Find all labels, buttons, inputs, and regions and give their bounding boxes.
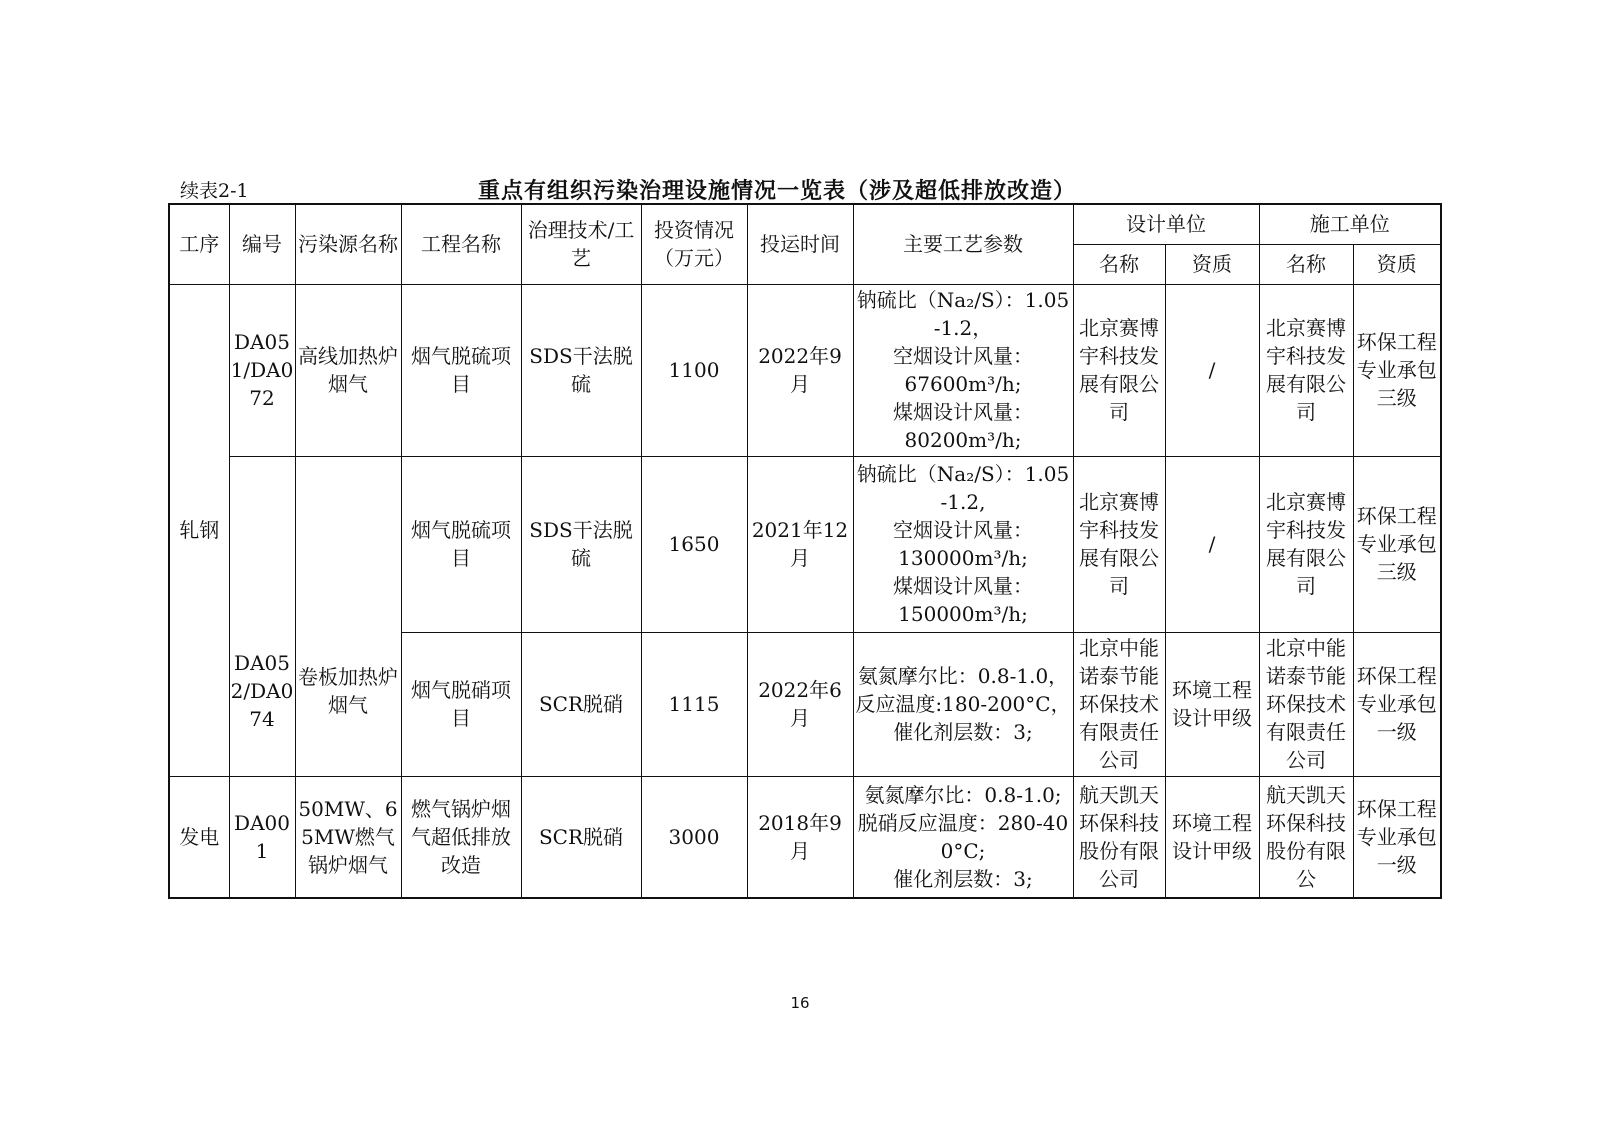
facility-table: [168, 203, 1442, 899]
header-process: 工序: [169, 204, 229, 284]
table-title: 重点有组织污染治理设施情况一览表（涉及超低排放改造）: [478, 179, 1077, 204]
cell-source: 50MW、65MW燃气锅炉烟气: [295, 776, 401, 898]
cell-cons-name: 北京赛博宇科技发展有限公司: [1259, 456, 1353, 632]
table-row: [169, 284, 1441, 456]
header-params: 主要工艺参数: [853, 204, 1073, 284]
param-line: 氨氮摩尔比：0.8-1.0，: [857, 664, 1069, 688]
header-invest: 投资情况（万元）: [641, 204, 747, 284]
cell-process: 轧钢: [169, 284, 229, 776]
cell-process: 发电: [169, 776, 229, 898]
table-row: [169, 776, 1441, 898]
page-number: 16: [790, 994, 810, 1012]
param-line: 钠硫比（Na₂/S）：1.05-1.2，: [856, 288, 1070, 340]
param-line: 氨氮摩尔比：0.8-1.0;: [864, 782, 1062, 807]
cell-design-name: 北京赛博宇科技发展有限公司: [1073, 456, 1165, 632]
cell-cons-name: 北京赛博宇科技发展有限公司: [1259, 284, 1353, 456]
cell-cons-qual: 环保工程专业承包一级: [1353, 632, 1441, 776]
param-line: 煤烟设计风量：: [893, 574, 1033, 598]
header-tech: 治理技术/工艺: [521, 204, 641, 284]
cell-project: 烟气脱硫项目: [401, 456, 521, 632]
header-project: 工程名称: [401, 204, 521, 284]
cell-invest: 1115: [641, 632, 747, 776]
header-code: 编号: [229, 204, 295, 284]
cell-cons-qual: 环保工程专业承包三级: [1353, 456, 1441, 632]
cell-design-name: 北京中能诺泰节能环保技术有限责任公司: [1073, 632, 1165, 776]
cell-design-qual: 环境工程设计甲级: [1165, 632, 1259, 776]
param-line: 煤烟设计风量：: [893, 400, 1033, 424]
header-time: 投运时间: [747, 204, 853, 284]
cell-cons-name: 航天凯天环保科技股份有限公: [1259, 776, 1353, 898]
cell-params: [853, 284, 1073, 456]
param-line: 脱硝反应温度：280-400°C;: [857, 810, 1069, 863]
cell-time: 2018年9月: [747, 776, 853, 898]
param-line: 空烟设计风量：: [893, 344, 1033, 368]
param-line: 催化剂层数：3;: [893, 720, 1033, 744]
cell-tech: SDS干法脱硫: [521, 284, 641, 456]
header-cons-name: 名称: [1259, 244, 1353, 284]
header-construct-unit: 施工单位: [1259, 204, 1441, 244]
cell-design-qual: 环境工程设计甲级: [1165, 776, 1259, 898]
header-design-unit: 设计单位: [1073, 204, 1259, 244]
cell-params: [853, 776, 1073, 898]
cell-tech: SCR脱硝: [521, 632, 641, 776]
param-line: 80200m³/h;: [904, 428, 1022, 452]
cell-invest: 1100: [641, 284, 747, 456]
cell-cons-qual: 环保工程专业承包三级: [1353, 284, 1441, 456]
cell-tech: SDS干法脱硫: [521, 456, 641, 632]
cell-code: DA001: [229, 776, 295, 898]
cell-design-qual: /: [1165, 456, 1259, 632]
cell-design-qual: /: [1165, 284, 1259, 456]
cell-time: 2022年6月: [747, 632, 853, 776]
header-source: 污染源名称: [295, 204, 401, 284]
cell-design-name: 北京赛博宇科技发展有限公司: [1073, 284, 1165, 456]
cell-source: 卷板加热炉烟气: [295, 456, 401, 776]
table-number: 续表2-1: [180, 180, 249, 202]
param-line: 催化剂层数：3;: [893, 866, 1033, 891]
cell-code: DA051/DA072: [229, 284, 295, 456]
cell-project: 燃气锅炉烟气超低排放改造: [401, 776, 521, 898]
cell-cons-name: 北京中能诺泰节能环保技术有限责任公司: [1259, 632, 1353, 776]
param-line: 67600m³/h;: [904, 372, 1022, 396]
header-cons-qual: 资质: [1353, 244, 1441, 284]
param-line: 130000m³/h;: [898, 546, 1028, 570]
cell-project: 烟气脱硝项目: [401, 632, 521, 776]
cell-design-name: 航天凯天环保科技股份有限公司: [1073, 776, 1165, 898]
cell-source: 高线加热炉烟气: [295, 284, 401, 456]
table-row: [169, 456, 1441, 632]
param-line: 反应温度:180-200°C，: [855, 692, 1071, 716]
cell-invest: 3000: [641, 776, 747, 898]
param-line: 空烟设计风量：: [893, 518, 1033, 542]
cell-params: [853, 632, 1073, 776]
param-line: 钠硫比（Na₂/S）：1.05-1.2,: [856, 462, 1070, 514]
cell-time: 2022年9月: [747, 284, 853, 456]
cell-params: [853, 456, 1073, 632]
cell-project: 烟气脱硫项目: [401, 284, 521, 456]
cell-cons-qual: 环保工程专业承包一级: [1353, 776, 1441, 898]
cell-tech: SCR脱硝: [521, 776, 641, 898]
cell-code: DA052/DA074: [229, 456, 295, 776]
cell-invest: 1650: [641, 456, 747, 632]
param-line: 150000m³/h;: [898, 602, 1028, 626]
header-design-qual: 资质: [1165, 244, 1259, 284]
header-design-name: 名称: [1073, 244, 1165, 284]
cell-time: 2021年12月: [747, 456, 853, 632]
